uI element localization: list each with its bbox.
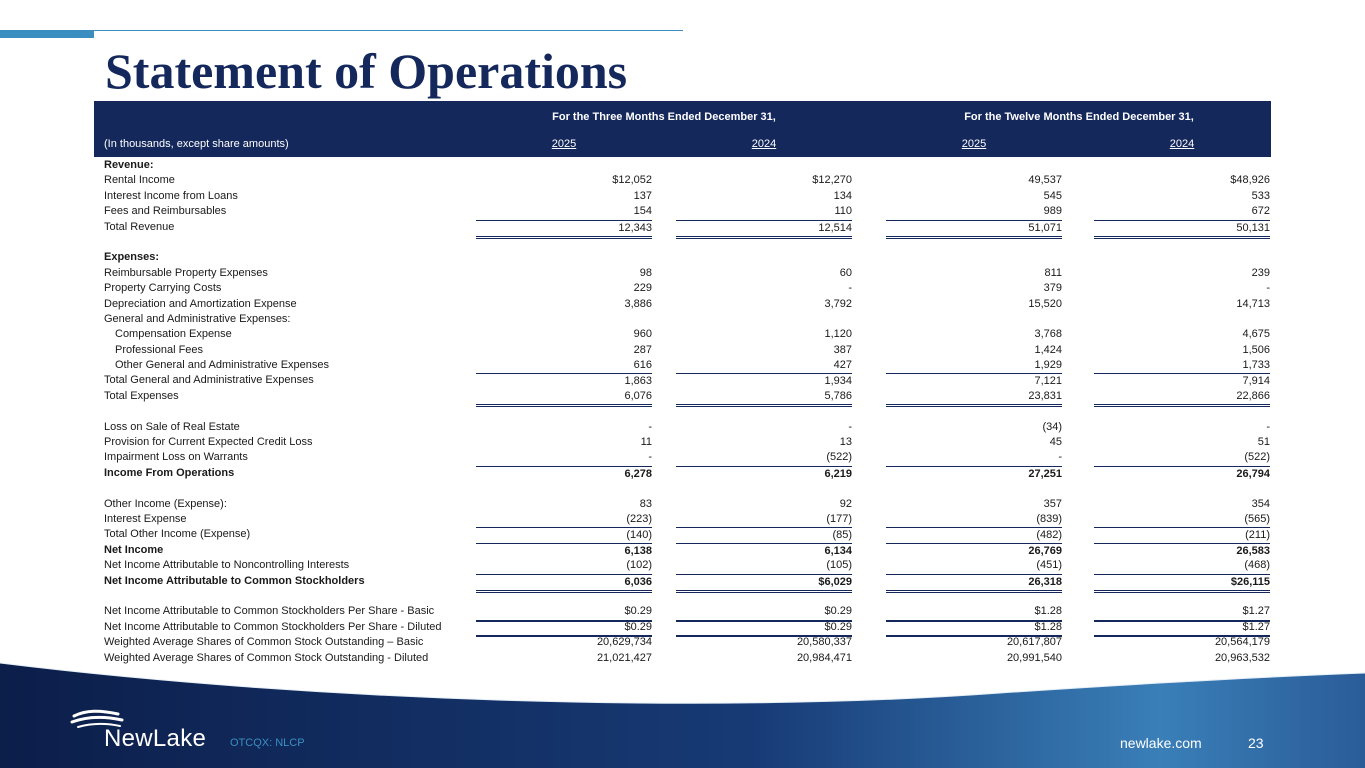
row-value: (565) [1244, 512, 1270, 525]
row-value: $1.28 [886, 620, 1062, 637]
row-value: 7,914 [1094, 373, 1270, 389]
row-value: 98 [639, 266, 652, 279]
table-row [104, 435, 1284, 450]
row-label: Total General and Administrative Expenses [104, 374, 314, 387]
row-label: Revenue: [104, 159, 154, 171]
row-label: Provision for Current Expected Credit Loss [104, 436, 313, 449]
row-label: Compensation Expense [115, 328, 232, 341]
title-accent-line [94, 30, 683, 31]
row-value: 533 [1251, 189, 1270, 202]
row-value: 27,251 [886, 466, 1062, 482]
table-row [104, 220, 1284, 235]
row-label: Interest Income from Loans [104, 189, 238, 202]
row-label: Fees and Reimbursables [104, 205, 227, 218]
ticker-symbol: OTCQX: NLCP [230, 737, 305, 749]
row-value: 26,583 [1094, 543, 1270, 559]
row-value: 26,769 [886, 543, 1062, 559]
row-value: - [848, 282, 852, 295]
table-row [104, 589, 1284, 604]
table-row [104, 604, 1284, 619]
row-value: 354 [1251, 497, 1270, 510]
row-value: 672 [1251, 205, 1270, 218]
table-row [104, 297, 1284, 312]
row-value: 545 [1043, 189, 1062, 202]
row-value: 6,138 [476, 543, 652, 559]
row-label: Total Expenses [104, 389, 179, 402]
table-row [104, 235, 1284, 250]
row-value: 22,866 [1094, 389, 1270, 407]
row-value: 1,120 [824, 328, 852, 341]
table-row [104, 466, 1284, 481]
row-value: 960 [633, 328, 652, 341]
row-value: 6,278 [476, 466, 652, 482]
row-value: 20,963,532 [1214, 651, 1270, 664]
row-value: 20,984,471 [796, 651, 852, 664]
row-value: 13 [839, 436, 852, 449]
row-label: Weighted Average Shares of Common Stock Outstanding - Diluted [104, 651, 429, 664]
row-value: - [848, 420, 852, 433]
row-value: 6,076 [476, 389, 652, 407]
row-value: (482) [886, 527, 1062, 543]
row-value: (105) [826, 559, 852, 572]
row-value: - [1266, 282, 1270, 295]
row-value: 12,514 [676, 220, 852, 239]
row-value: $0.29 [476, 620, 652, 637]
row-value: $1.28 [886, 604, 1062, 621]
twelve-months-heading: For the Twelve Months Ended December 31, [964, 111, 1194, 123]
row-value: 3,792 [824, 297, 852, 310]
row-label: Weighted Average Shares of Common Stock Outstanding – Basic [104, 636, 424, 649]
row-value: 7,121 [886, 373, 1062, 389]
row-value: 20,617,807 [1006, 636, 1062, 649]
table-row [104, 481, 1284, 496]
row-value: 134 [833, 189, 852, 202]
year-header-1: 2025 [551, 138, 577, 150]
row-value: 427 [833, 359, 852, 372]
page-title: Statement of Operations [105, 43, 628, 99]
year-header-3: 2025 [961, 138, 987, 150]
table-row [104, 420, 1284, 435]
row-label: Other Income (Expense): [104, 497, 227, 510]
row-label: Other General and Administrative Expenses [115, 359, 330, 372]
table-row [104, 635, 1284, 650]
table-row [104, 389, 1284, 404]
table-row [104, 281, 1284, 296]
row-value: - [648, 420, 652, 433]
row-value: (522) [826, 451, 852, 464]
row-value: 287 [633, 343, 652, 356]
statement-table [104, 158, 1284, 666]
table-row [104, 574, 1284, 589]
row-value: $26,115 [1094, 574, 1270, 593]
row-value: $0.29 [476, 604, 652, 621]
row-value: (102) [626, 559, 652, 572]
row-label: Net Income [104, 543, 164, 556]
website-link[interactable]: newlake.com [1120, 735, 1202, 751]
row-label: Rental Income [104, 174, 175, 187]
row-value: $12,052 [612, 174, 652, 187]
row-value: 23,831 [886, 389, 1062, 407]
row-value: $48,926 [1230, 174, 1270, 187]
row-label: Income From Operations [104, 466, 235, 479]
row-value: 239 [1251, 266, 1270, 279]
row-label: Total Revenue [104, 220, 175, 233]
row-value: 20,564,179 [1214, 636, 1270, 649]
row-value: 83 [639, 497, 652, 510]
row-value: 21,021,427 [596, 651, 652, 664]
row-value: (177) [826, 512, 852, 525]
row-label: Net Income Attributable to Common Stockholders Per Share - Diluted [104, 620, 442, 633]
table-row [104, 327, 1284, 342]
row-value: 811 [1044, 266, 1062, 279]
row-label: Impairment Loss on Warrants [104, 451, 248, 464]
row-value: 1,733 [1242, 359, 1270, 372]
row-value: 1,929 [1034, 359, 1062, 372]
row-label: Property Carrying Costs [104, 282, 222, 295]
table-row [104, 189, 1284, 204]
row-value: 11 [640, 436, 652, 449]
row-value: 50,131 [1094, 220, 1270, 239]
row-value: 14,713 [1236, 297, 1270, 310]
row-value: (839) [1036, 512, 1062, 525]
units-note: (In thousands, except share amounts) [104, 138, 289, 150]
row-value: 1,424 [1034, 343, 1062, 356]
brand-name: NewLake [104, 725, 207, 752]
row-value: 357 [1043, 497, 1062, 510]
row-value: - [648, 451, 652, 464]
title-accent-bar [0, 30, 94, 38]
row-value: 3,768 [1034, 328, 1062, 341]
three-months-heading: For the Three Months Ended December 31, [552, 111, 776, 123]
row-value: 51,071 [886, 220, 1062, 239]
row-value: 110 [834, 205, 852, 218]
table-row [104, 358, 1284, 373]
table-row [104, 497, 1284, 512]
page-number: 23 [1248, 735, 1264, 751]
row-value: 6,219 [676, 466, 852, 482]
row-value: 989 [1043, 205, 1062, 218]
table-row [104, 373, 1284, 388]
row-value: 51 [1257, 436, 1270, 449]
table-row [104, 527, 1284, 542]
table-row [104, 312, 1284, 327]
table-row [104, 173, 1284, 188]
row-value: 20,629,734 [596, 636, 652, 649]
row-value: 6,036 [476, 574, 652, 593]
year-header-4: 2024 [1169, 138, 1195, 150]
row-value: 1,863 [476, 373, 652, 389]
row-value: 49,537 [1028, 174, 1062, 187]
row-value: (468) [1244, 559, 1270, 572]
table-row [104, 558, 1284, 573]
row-value: $6,029 [676, 574, 852, 593]
row-label: Total Other Income (Expense) [104, 528, 251, 541]
table-header [94, 101, 1271, 157]
row-value: 1,506 [1242, 343, 1270, 356]
row-value: 1,934 [676, 373, 852, 389]
row-value: (85) [676, 527, 852, 543]
row-value: 26,794 [1094, 466, 1270, 482]
row-value: 60 [839, 266, 852, 279]
row-value: 45 [1049, 436, 1062, 449]
table-row [104, 404, 1284, 419]
row-value: - [1266, 420, 1270, 433]
table-row [104, 543, 1284, 558]
row-value: $1.27 [1094, 604, 1270, 621]
row-value: 15,520 [1028, 297, 1062, 310]
row-value: 92 [839, 497, 852, 510]
row-value: 137 [633, 189, 652, 202]
row-value: 4,675 [1242, 328, 1270, 341]
row-value: 20,580,337 [796, 636, 852, 649]
row-value: 379 [1043, 282, 1062, 295]
row-value: 387 [833, 343, 852, 356]
row-value: 154 [633, 205, 652, 218]
table-row [104, 450, 1284, 465]
row-value: (522) [1244, 451, 1270, 464]
table-row [104, 204, 1284, 219]
row-value: 616 [633, 359, 652, 372]
row-value: $0.29 [676, 604, 852, 621]
row-label: Depreciation and Amortization Expense [104, 297, 297, 310]
row-label: Net Income Attributable to Noncontrolling Interests [104, 559, 350, 572]
table-row [104, 266, 1284, 281]
table-row [104, 250, 1284, 265]
row-label: Net Income Attributable to Common Stockholders [104, 574, 365, 587]
year-header-2: 2024 [751, 138, 777, 150]
row-label: Loss on Sale of Real Estate [104, 420, 240, 433]
row-value: (451) [1036, 559, 1062, 572]
row-value: 5,786 [676, 389, 852, 407]
table-row [104, 620, 1284, 635]
row-label: General and Administrative Expenses: [104, 312, 291, 325]
row-value: $1.27 [1094, 620, 1270, 637]
row-value: (223) [626, 512, 652, 525]
row-value: 12,343 [476, 220, 652, 239]
row-value: - [1058, 451, 1062, 464]
row-value: 229 [633, 282, 652, 295]
table-row [104, 343, 1284, 358]
row-value: $12,270 [812, 174, 852, 187]
row-label: Professional Fees [115, 343, 204, 356]
row-value: (140) [476, 527, 652, 543]
row-value: (211) [1094, 527, 1270, 543]
table-row [104, 158, 1284, 173]
row-label: Interest Expense [104, 512, 187, 525]
row-value: (34) [1042, 420, 1062, 433]
row-value: 20,991,540 [1006, 651, 1062, 664]
row-value: 6,134 [676, 543, 852, 559]
row-label: Reimbursable Property Expenses [104, 266, 268, 279]
row-value: 26,318 [886, 574, 1062, 593]
row-value: 3,886 [624, 297, 652, 310]
row-label: Net Income Attributable to Common Stockholders Per Share - Basic [104, 605, 435, 618]
row-label: Expenses: [104, 251, 160, 264]
table-row [104, 512, 1284, 527]
row-value: $0.29 [676, 620, 852, 637]
